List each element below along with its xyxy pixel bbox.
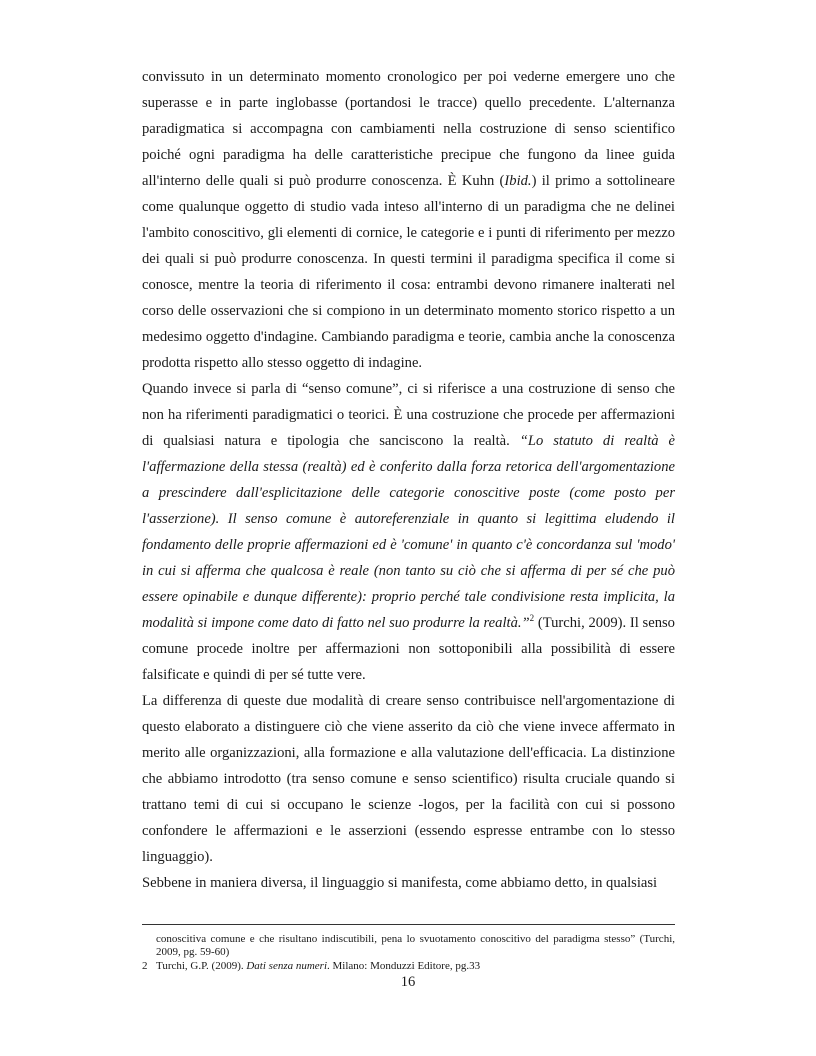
footnote-ref-2[interactable]: 2 [529,613,535,624]
paragraph-2: Quando invece si parla di “senso comune”, ci si riferisce a una costruzione di senso che non ha riferimenti paradigmatici o teorici. È una costruzione che procede per affermazioni di qualsiasi natura e tipologia che sanciscono la realtà. “Lo statuto di realtà è l'affermazione della stessa (realtà) ed è conferito dalla forza retorica dell'argomentazione a prescindere dall'esplicitazione delle categorie conoscitive poste (come posto per l'asserzione). Il senso comune è autoreferenziale in quanto si legittima eludendo il fondamento delle proprie affermazioni ed è 'comune' in quanto c'è concordanza sul 'modo' in cui si afferma che qualcosa è reale (non tanto su ciò che si afferma di per sé che può essere opinabile e dunque differente): proprio perché tale condivisione resta implicita, la modalità si impone come dato di fatto nel suo produrre la realtà.”$^2$ (Turchi, 2009). Il senso comune procede inoltre per affermazioni non sottoponibili alla possibilità di essere falsificate e quindi di per sé tutte vere. [142,381,675,683]
paragraph-3: La differenza di queste due modalità di creare senso contribuisce nell'argomentazione di questo elaborato a distinguere ciò che viene asserito da ciò che viene invece affermato in merito alle organizzazioni, alla formazione e alla valutazione dell'efficacia. La distinzione che abbiamo introdotto (tra senso comune e senso scientifico) risulta cruciale quando si trattano temi di cui si occupano le scienze -logos, per la facilità con cui si possono confondere le affermazioni e le asserzioni (essendo espresse entrambe con lo stesso linguaggio). [142,693,675,865]
ibid-reference: Ibid. [504,173,532,189]
footnote-number: 2 [142,960,148,972]
footnote-2 [142,960,675,973]
body-text [142,64,675,896]
footnotes [142,933,675,973]
quotation: “Lo statuto di realtà è l'affermazione della stessa (realtà) ed è conferito dalla forza retorica dell'argomentazione a prescindere dall'esplicitazione delle categorie conoscitive poste (come posto per l'asserzione). Il senso comune è autoreferenziale in quanto si legittima eludendo il fondamento delle proprie affermazioni ed è 'comune' in quanto c'è concordanza sul 'modo' in cui si afferma che qualcosa è reale (non tanto su ciò che si afferma di per sé che può essere opinabile e dunque differente): proprio perché tale condivisione resta implicita, la modalità si impone come dato di fatto nel suo produrre la realtà.” [142,433,675,631]
footnote-continuation: conoscitiva comune e che risultano indiscutibili, pena lo svuotamento conoscitivo del paradigma stesso” (Turchi, 2009, pg. 59-60) [156,933,675,958]
footnote-text: Turchi, G.P. (2009). Dati senza numeri. Milano: Monduzzi Editore, pg.33 [156,960,481,972]
paragraph-1: convissuto in un determinato momento cronologico per poi vederne emergere uno che superasse e in parte inglobasse (portandosi le tracce) quello precedente. L'alternanza paradigmatica si accompagna con cambiamenti nella costruzione di senso scientifico poiché ogni paradigma ha delle caratteristiche precipue che fungono da linee guida all'interno delle quali si può produrre conoscenza. È Kuhn (Ibid.) il primo a sottolineare come qualunque oggetto di studio vada inteso all'interno di un paradigma che ne delinei l'ambito conoscitivo, gli elementi di cornice, le categorie e i punti di riferimento per mezzo dei quali si può produrre conoscenza. In questi termini il paradigma specifica il come si conosce, mentre la teoria di riferimento il cosa: entrambi devono rimanere inalterati nel corso delle osservazioni che si compiono in un determinato momento storico rispetto a un medesimo oggetto d'indagine. Cambiando paradigma e teorie, cambia anche la conoscenza prodotta rispetto allo stesso oggetto di indagine. [142,69,676,371]
book-title: Dati senza numeri [246,960,328,972]
page-number: 16 [400,974,416,990]
paragraph-4: Sebbene in maniera diversa, il linguaggio si manifesta, come abbiamo detto, in qualsiasi [142,875,658,891]
footnote-separator [142,924,675,925]
